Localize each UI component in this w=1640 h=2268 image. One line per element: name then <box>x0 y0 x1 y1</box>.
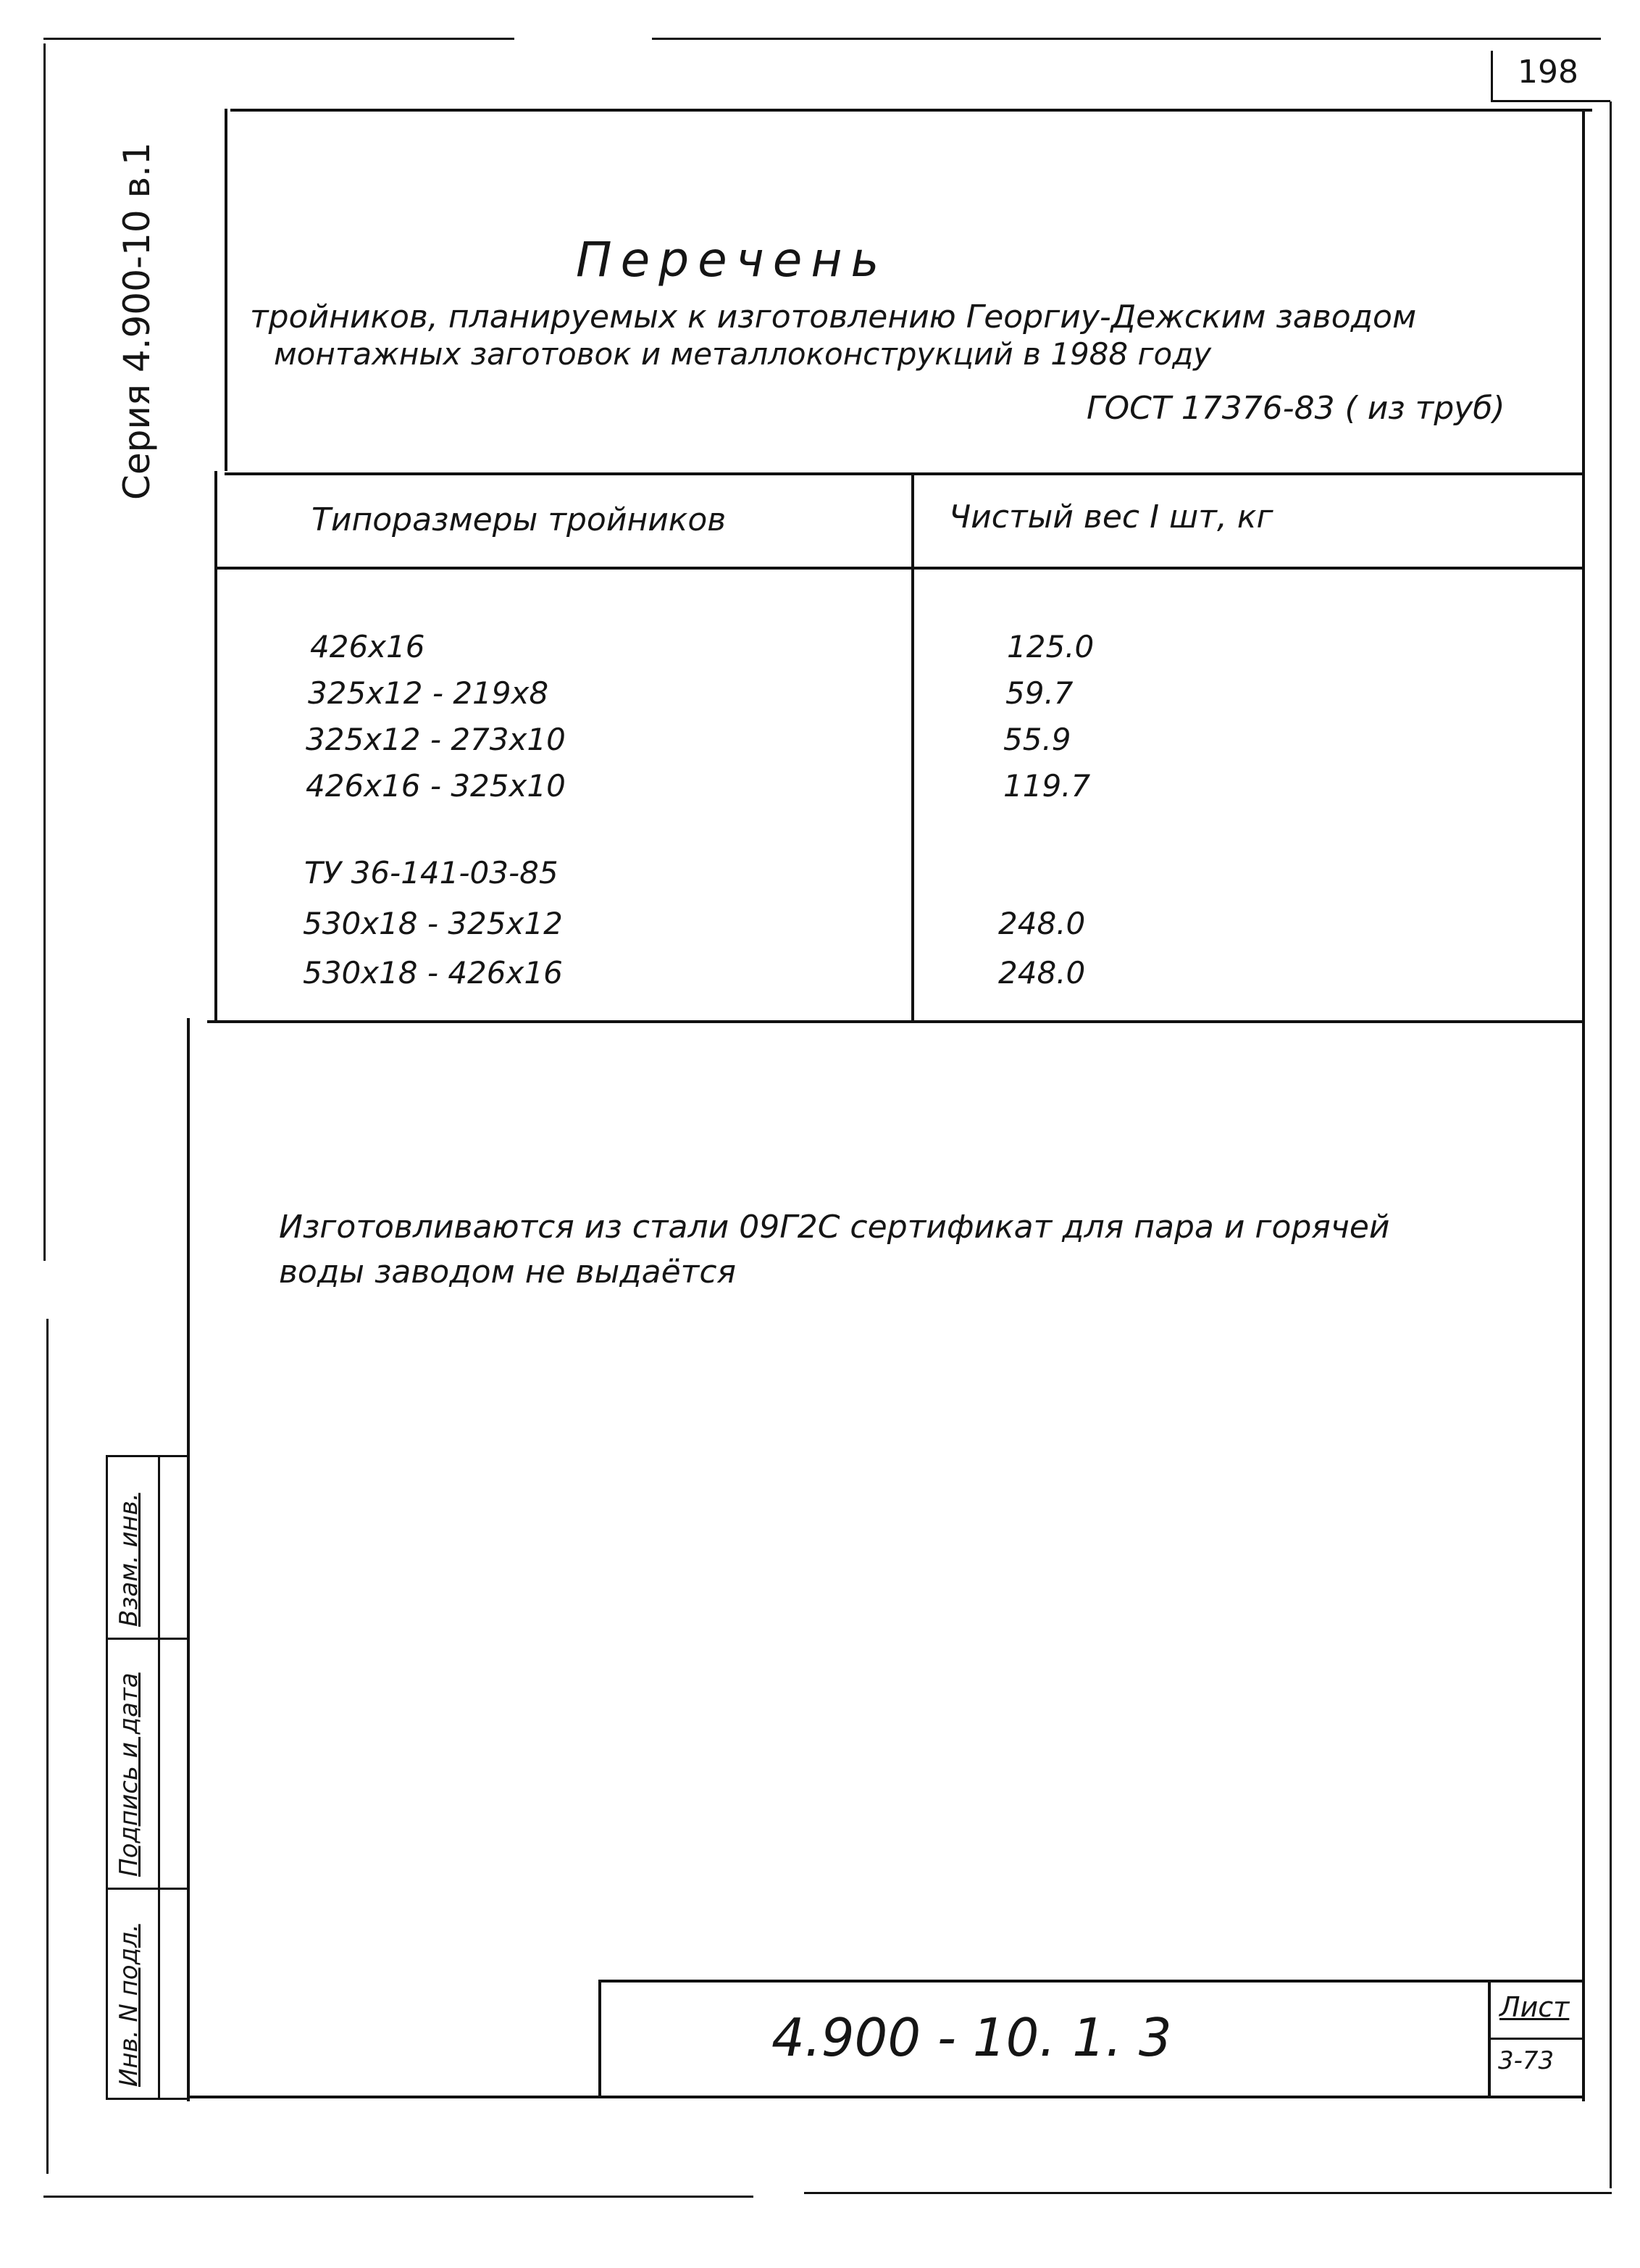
sheet-value: 3-73 <box>1498 2046 1555 2075</box>
subtitle-line1: тройников, планируемых к изготовлению Георгиу-Дежским заводом <box>250 299 1417 335</box>
inner-frame-left-lower <box>214 471 217 1022</box>
row-size: 325х12 - 219х8 <box>308 675 549 711</box>
table-top-line <box>225 472 1585 475</box>
note-line1: Изготовливаются из стали 09Г2С сертификат для пара и горячей <box>279 1209 1390 1246</box>
note-line2: воды заводом не выдаётся <box>279 1254 736 1291</box>
inner-frame-left-bottom <box>187 1018 190 2101</box>
table-column-divider <box>911 472 914 1020</box>
table-bottom-line <box>207 1020 1585 1023</box>
row-size: 426х16 - 325х10 <box>306 768 566 804</box>
col-header-weight: Чистый вес I шт, кг <box>949 499 1273 535</box>
outer-frame-top-b <box>652 38 1601 40</box>
title-block-top <box>600 1980 1585 1983</box>
row-weight: 55.9 <box>1003 722 1071 757</box>
outer-frame-bottom-b <box>804 2192 1612 2194</box>
outer-frame-left-b <box>46 1319 49 2174</box>
outer-frame-bottom <box>43 2196 753 2198</box>
stamp-replace-inv: Взам. инв. <box>114 1493 143 1627</box>
page-number: 198 <box>1518 54 1578 91</box>
subtitle-line2: монтажных заготовок и металлоконструкций в 1988 году <box>274 336 1212 372</box>
row-weight: 125.0 <box>1007 629 1095 664</box>
stamp-sign-date: Подпись и дата <box>114 1672 143 1877</box>
row-weight: 248.0 <box>998 955 1086 991</box>
page-number-box-bottom <box>1491 100 1610 102</box>
outer-frame-right <box>1610 101 1612 2188</box>
inner-frame-top <box>230 109 1592 112</box>
title-block-left <box>598 1980 601 2097</box>
outer-frame-left <box>43 43 46 1261</box>
col-header-size: Типоразмеры тройников <box>311 501 727 538</box>
document-number: 4.900 - 10. 1. 3 <box>771 2007 1172 2068</box>
inner-frame-left <box>225 109 227 471</box>
page-title: Перечень <box>576 232 888 288</box>
row-weight: 119.7 <box>1003 768 1091 804</box>
row-size: 530х18 - 325х12 <box>303 906 563 941</box>
outer-frame-top <box>43 38 514 40</box>
title-block-sheet-mid <box>1488 2038 1585 2040</box>
row-size: 530х18 - 426х16 <box>303 955 563 991</box>
row-size: 325х12 - 273х10 <box>306 722 566 757</box>
inner-frame-right <box>1582 109 1585 2101</box>
page-number-box-left <box>1491 51 1493 101</box>
stamp-top-line <box>106 1455 190 1457</box>
row-weight: 59.7 <box>1005 675 1074 711</box>
row-weight: 248.0 <box>998 906 1086 941</box>
inner-frame-bottom <box>187 2096 1585 2098</box>
series-label: Серия 4.900-10 в.1 <box>116 142 158 500</box>
standard-label: ГОСТ 17376-83 ( из труб) <box>1087 390 1505 427</box>
stamp-right-line <box>158 1455 160 2100</box>
table-header-line <box>214 567 1585 570</box>
stamp-inv-orig: Инв. N подл. <box>114 1924 143 2087</box>
stamp-left-line <box>106 1455 108 2100</box>
row-size: 426х16 <box>310 629 425 664</box>
sheet-label: Лист <box>1499 1991 1570 2023</box>
stamp-div1 <box>106 1638 190 1640</box>
stamp-div2 <box>106 1888 190 1890</box>
group-label: ТУ 36-141-03-85 <box>304 855 558 891</box>
stamp-bottom-line <box>106 2098 190 2100</box>
